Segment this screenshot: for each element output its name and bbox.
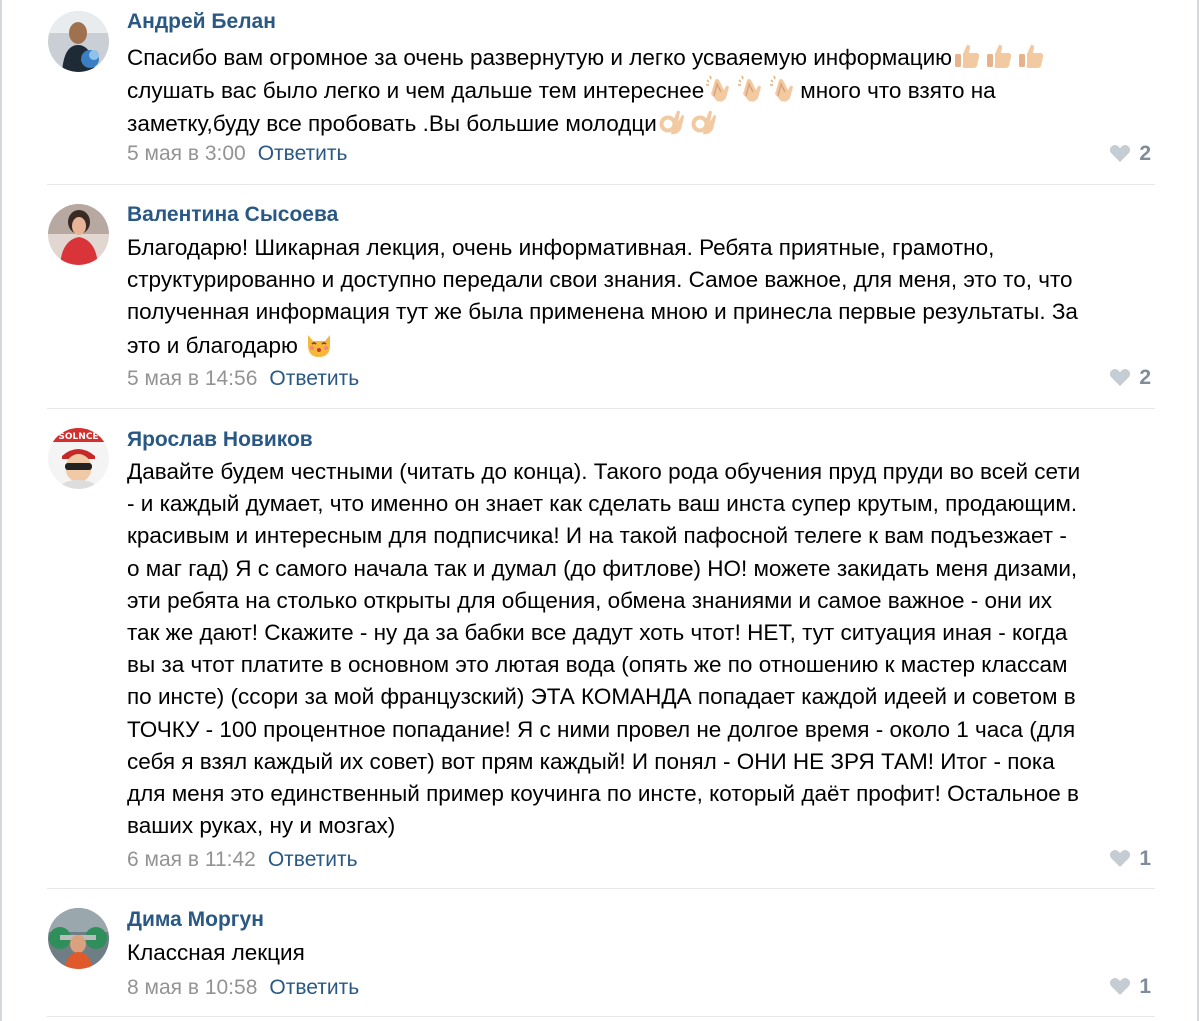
comment-line: себя я взял каждый их совет) вот прям каждый! И понял - ОНИ НЕ ЗРЯ ТАМ! Итог - пока <box>127 748 1055 774</box>
comment-date[interactable]: 6 мая в 11:42 <box>127 848 256 871</box>
comment-line <box>127 107 1157 140</box>
thumbs-up-icon <box>952 41 982 71</box>
clapping-hands-icon <box>768 74 798 104</box>
thumbs-up-icon <box>1016 41 1046 71</box>
comment-date[interactable]: 5 мая в 14:56 <box>127 367 258 390</box>
comment-line: по инсте) (ссори за мой французский) ЭТА КОМАНДА попадает каждой идеей и советом в <box>127 684 1076 710</box>
like-count: 1 <box>1139 847 1151 870</box>
like-button[interactable] <box>1109 847 1151 871</box>
line-text: заметку,буду все пробовать .Вы большие молодци <box>127 111 657 137</box>
ok-hand-icon <box>689 107 719 137</box>
comment-line: эти ребята на столько открыты для общения, обмена знаниями и самое важное - они их <box>127 587 1053 613</box>
comment-author[interactable]: Андрей Белан <box>127 10 276 33</box>
ok-hand-icon <box>657 107 687 137</box>
like-button[interactable] <box>1109 975 1151 999</box>
line-text: слушать вас было легко и чем дальше тем интереснее <box>127 78 705 104</box>
reply-button[interactable]: Ответить <box>269 976 360 999</box>
avatar[interactable] <box>48 908 109 969</box>
like-count: 2 <box>1139 142 1151 165</box>
avatar[interactable] <box>48 11 109 72</box>
comment-line: - и каждый думает, что именно он знает как сделать ваш инста супер крутым, продающим. <box>127 491 1078 517</box>
avatar[interactable] <box>48 204 109 265</box>
comment-meta <box>127 367 359 391</box>
comment-author[interactable]: Валентина Сысоева <box>127 203 339 226</box>
reply-button[interactable]: Ответить <box>257 142 348 165</box>
heart-icon <box>1109 144 1131 163</box>
avatar-caption: SOLNCE <box>58 432 99 442</box>
comment-meta <box>127 848 358 872</box>
comment-line: полученная информация тут же была применена мною и принесла первые результаты. За <box>127 299 1078 325</box>
comment-author[interactable]: Ярослав Новиков <box>127 428 313 451</box>
like-button[interactable] <box>1109 366 1151 390</box>
comment-text <box>127 456 1157 842</box>
heart-icon <box>1109 849 1131 868</box>
avatar[interactable] <box>48 428 109 489</box>
comment-line <box>127 74 1157 107</box>
like-count: 1 <box>1139 975 1151 998</box>
comment-line: Давайте будем честными (читать до конца). Такого рода обучения пруд пруди во всей сети <box>127 459 1081 484</box>
comment-date[interactable]: 8 мая в 10:58 <box>127 976 258 999</box>
comment-line: структурированно и доступно передали свои знания. Самое важное, для меня, это то, что <box>127 267 1073 293</box>
comment-item <box>0 0 1199 185</box>
comment-text <box>127 232 1157 362</box>
comment-author[interactable]: Дима Моргун <box>127 908 264 931</box>
comment-line: ваших руках, ну и мозгах) <box>127 813 396 839</box>
comment-line: Благодарю! Шикарная лекция, очень информативная. Ребята приятные, грамотно, <box>127 235 995 260</box>
comment-text <box>127 41 1157 141</box>
comment-line <box>127 329 1157 362</box>
comment-line: вы за чтот платите в основном это лютая вода (опять же по отношению к мастер классам <box>127 652 1068 678</box>
line-text: Спасибо вам огромное за очень развернутую и легко усваяемую информацию <box>127 45 953 70</box>
reply-button[interactable]: Ответить <box>269 367 360 390</box>
line-text: это и благодарю <box>127 332 298 358</box>
comment-line: красивым и интересным для подписчика! И на такой пафосной телеге к вам подъезжает - <box>127 523 1067 549</box>
kissing-cat-icon <box>304 329 334 359</box>
heart-icon <box>1109 977 1131 996</box>
comment-meta <box>127 976 359 1000</box>
comment-item <box>0 185 1199 409</box>
reply-button[interactable]: Ответить <box>267 848 358 871</box>
like-count: 2 <box>1139 366 1151 389</box>
like-button[interactable] <box>1109 142 1151 166</box>
comment-item <box>0 409 1199 889</box>
clapping-hands-icon <box>736 74 766 104</box>
comment-line: о маг гад) Я с самого начала так и думал (до фитлове) НО! можете закидать меня дизами, <box>127 555 1078 581</box>
comment-line: для меня это единственный пример коучинга по инсте, который даёт профит! Остальное в <box>127 781 1079 807</box>
heart-icon <box>1109 368 1131 387</box>
comment-line: ТОЧКУ - 100 процентное попадание! Я с ними провел не долгое время - около 1 часа (для <box>127 716 1076 742</box>
comment-item <box>0 889 1199 1021</box>
comment-date[interactable]: 5 мая в 3:00 <box>127 142 246 165</box>
comment-text <box>127 937 1157 969</box>
comment-line: Классная лекция <box>127 940 305 965</box>
comment-divider <box>47 1016 1155 1017</box>
line-text: много что взято на <box>800 78 996 104</box>
thumbs-up-icon <box>984 41 1014 71</box>
comment-meta <box>127 142 347 166</box>
comment-line <box>127 41 1157 74</box>
comment-line: так же дают! Скажите - ну да за бабки все дадут хоть чтот! НЕТ, тут ситуация иная - когда <box>127 620 1068 646</box>
clapping-hands-icon <box>704 74 734 104</box>
